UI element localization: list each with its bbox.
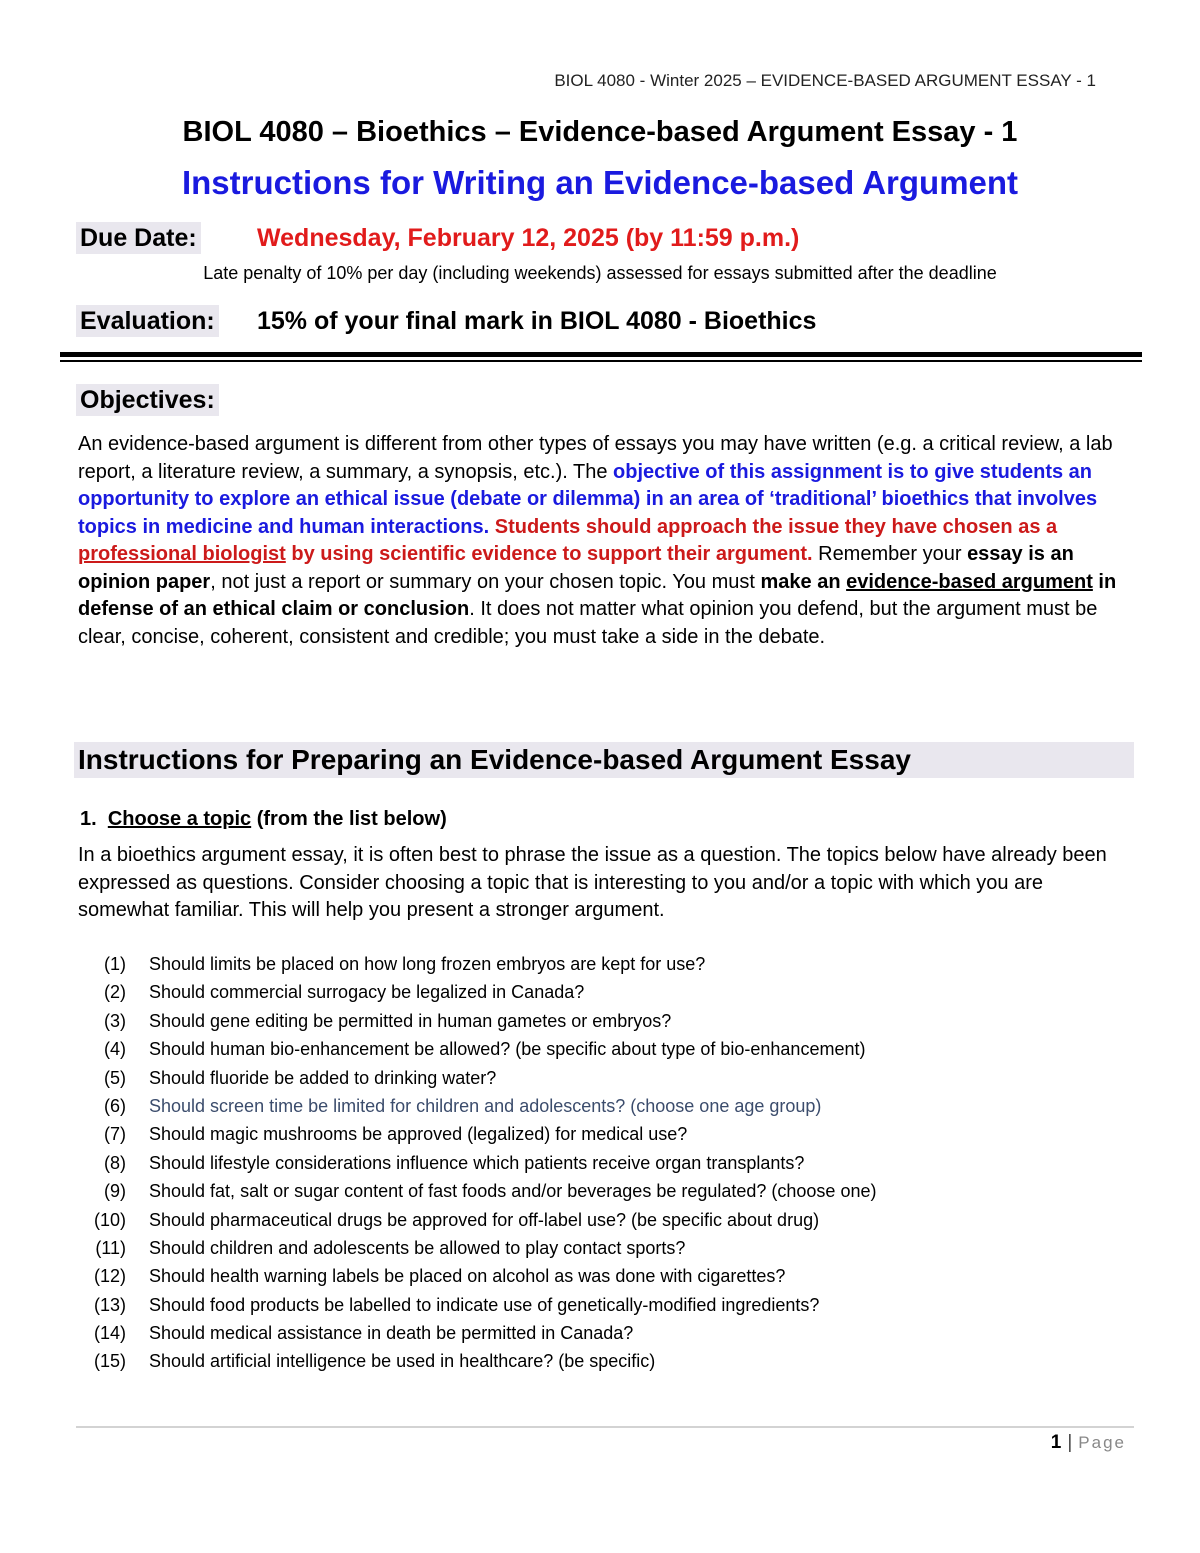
topic-number: (9) — [104, 1181, 126, 1202]
topic-text: Should pharmaceutical drugs be approved for off-label use? (be specific about drug) — [149, 1209, 820, 1230]
list-item — [80, 1120, 688, 1148]
topic-number: (7) — [104, 1124, 126, 1145]
page-footer — [1051, 1432, 1126, 1454]
topic-number: (2) — [104, 982, 126, 1003]
topic-text: Should medical assistance in death be permitted in Canada? — [149, 1323, 634, 1344]
objectives-heading: Objectives: — [76, 384, 219, 416]
list-item — [80, 1149, 805, 1177]
list-item — [80, 1035, 866, 1063]
topic-number: (1) — [104, 954, 126, 974]
topic-number: (8) — [104, 1152, 126, 1173]
topic-text: Should human bio-enhancement be allowed? (be specific about type of bio-enhancement) — [149, 1039, 866, 1060]
objectives-text-4: Remember your — [812, 543, 968, 565]
list-item — [80, 1206, 820, 1234]
topic-text: Should health warning labels be placed on alcohol as was done with cigarettes? — [149, 1266, 786, 1287]
topic-number: (14) — [93, 1323, 126, 1344]
objectives-bold-make: make an — [760, 570, 847, 593]
objectives-text-1: An evidence-based argument is different from other types of essays you may have written (e.g. a critical review, a lab report, a literature review, a summary, a synopsis, etc.). The — [78, 433, 1113, 483]
list-item — [80, 1319, 634, 1347]
topic-text: Should food products be labelled to indicate use of genetically-modified ingredients? — [149, 1294, 820, 1315]
objectives-bold-underlined: evidence-based argument — [846, 570, 1093, 593]
topic-number: (11) — [95, 1237, 126, 1258]
list-item — [80, 950, 706, 978]
objectives-text-6: . It does not matter what opinion you defend, but the argument must be clear, concise, coherent, consistent and credible; you must take a side in the debate. — [78, 598, 1098, 648]
topic-number: (4) — [104, 1039, 126, 1060]
topic-text: Should screen time be limited for children and adolescents? (choose one age group) — [149, 1095, 822, 1116]
topic-text: Should fat, salt or sugar content of fast foods and/or beverages be regulated? (choose one) — [149, 1181, 877, 1202]
due-date-label-box — [76, 222, 201, 254]
topic-text: Should artificial intelligence be used in healthcare? (be specific) — [149, 1351, 656, 1372]
topic-list — [80, 950, 877, 1376]
page-label: Page — [1078, 1433, 1126, 1452]
list-item — [80, 1064, 497, 1092]
topic-number: (10) — [93, 1209, 126, 1230]
list-item — [80, 1177, 877, 1205]
section-heading: Instructions for Preparing an Evidence-based Argument Essay — [78, 744, 911, 775]
objectives-highlight-red-underlined: professional biologist — [78, 543, 286, 565]
evaluation-label: Evaluation: — [76, 305, 219, 337]
objectives-highlight-red-b: by using scientific evidence to support their argument. — [285, 543, 813, 565]
evaluation-value: 15% of your final mark in BIOL 4080 - Bioethics — [257, 307, 817, 335]
topic-text: Should lifestyle considerations influence which patients receive organ transplants? — [149, 1152, 805, 1173]
footer-divider — [76, 1426, 1134, 1428]
step-1-number: 1. — [80, 808, 97, 830]
topic-number: (5) — [104, 1067, 126, 1088]
step-1-heading — [80, 808, 447, 831]
topic-text: Should limits be placed on how long frozen embryos are kept for use? — [149, 954, 706, 974]
topic-number: (6) — [104, 1095, 126, 1116]
list-item — [80, 1291, 820, 1319]
list-item — [80, 1007, 672, 1035]
objectives-paragraph — [78, 431, 1128, 651]
objectives-highlight-red-a: Students should approach the issue they have chosen as a — [494, 515, 1058, 538]
topic-number: (3) — [104, 1010, 126, 1031]
objectives-heading-box — [76, 384, 219, 416]
due-date-value: Wednesday, February 12, 2025 (by 11:59 p.m.) — [257, 224, 800, 252]
page-number: 1 — [1050, 1432, 1062, 1453]
topic-text: Should magic mushrooms be approved (legalized) for medical use? — [149, 1124, 688, 1145]
list-item — [80, 1092, 822, 1120]
evaluation-label-box — [76, 305, 219, 337]
late-penalty-note: Late penalty of 10% per day (including weekends) assessed for essays submitted after the deadline — [203, 263, 997, 283]
objectives-text-5: , not just a report or summary on your chosen topic. You must — [210, 570, 761, 593]
list-item — [80, 1234, 686, 1262]
topic-text: Should commercial surrogacy be legalized in Canada? — [149, 982, 585, 1003]
footer-separator: | — [1067, 1432, 1073, 1453]
objectives-highlight-blue: objective of this assignment is to give students an opportunity to explore an ethical issue (debate or dilemma) in an area of ‘traditional’ bioethics that involves topics in medicine and human interactions. — [78, 460, 1098, 538]
list-item — [80, 1262, 786, 1290]
step-1-suffix: (from the list below) — [251, 808, 447, 830]
divider-thin — [60, 360, 1142, 362]
divider-thick — [60, 352, 1142, 357]
topic-number: (15) — [93, 1351, 126, 1372]
running-header: BIOL 4080 - Winter 2025 – EVIDENCE-BASED ARGUMENT ESSAY - 1 — [554, 71, 1096, 90]
topic-text: Should children and adolescents be allowed to play contact sports? — [149, 1237, 686, 1258]
objectives-bold-opinion: essay is an opinion paper — [78, 543, 1074, 593]
topic-number: (13) — [93, 1294, 126, 1315]
step-1-label: Choose a topic — [107, 808, 252, 830]
objectives-bold-defense: in defense of an ethical claim or conclusion — [78, 570, 1117, 620]
document-subtitle: Instructions for Writing an Evidence-based Argument — [181, 164, 1019, 201]
document-title: BIOL 4080 – Bioethics – Evidence-based Argument Essay - 1 — [182, 116, 1018, 148]
due-date-label: Due Date: — [76, 222, 201, 254]
list-item — [80, 978, 585, 1006]
list-item — [80, 1347, 656, 1375]
step-1-text: In a bioethics argument essay, it is often best to phrase the issue as a question. The topics below have already been expressed as questions. Consider choosing a topic that is interesting to you and/or a topic with which you are somewhat familiar. This will help you present a stronger argument. — [78, 844, 1107, 921]
topic-text: Should gene editing be permitted in human gametes or embryos? — [149, 1010, 672, 1031]
topic-text: Should fluoride be added to drinking water? — [149, 1067, 497, 1088]
topic-number: (12) — [93, 1266, 126, 1287]
